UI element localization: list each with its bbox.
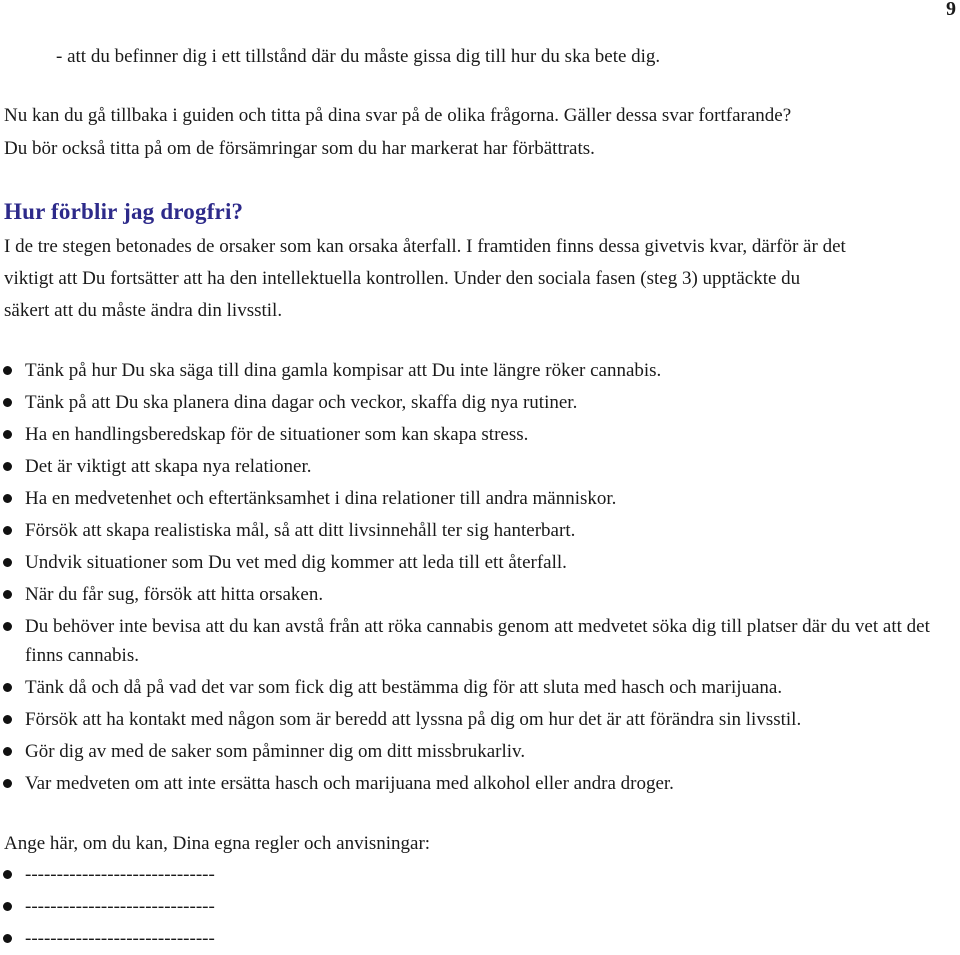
bullet-icon [3,902,12,911]
intro-line: - att du befinner dig i ett tillstånd där du måste gissa dig till hur du ska bete dig. [56,46,661,67]
list-item-text: Ha en medvetenhet och eftertänksamhet i dina relationer till andra människor. [25,488,617,509]
section-paragraph-line-3: säkert att du måste ändra din livsstil. [4,300,283,321]
section-paragraph-line-2: viktigt att Du fortsätter att ha den intellektuella kontrollen. Under den sociala fasen (steg 3) upptäckte du [4,268,801,289]
list-item-text: Gör dig av med de saker som påminner dig om ditt missbrukarliv. [25,741,526,762]
own-rules-list [0,859,215,955]
bullet-icon [3,398,12,407]
list-item [0,388,960,417]
bullet-icon [3,558,12,567]
own-rules-prompt: Ange här, om du kan, Dina egna regler och anvisningar: [4,833,431,854]
list-item-text: Undvik situationer som Du vet med dig kommer att leda till ett återfall. [25,552,567,573]
list-item [0,737,960,766]
bullet-icon [3,779,12,788]
list-item-text: Var medveten om att inte ersätta hasch och marijuana med alkohol eller andra droger. [25,773,674,794]
list-item [0,923,215,955]
list-item-text: Tänk då och då på vad det var som fick dig att bestämma dig för att sluta med hasch och marijuana. [25,677,783,698]
bullet-icon [3,934,12,943]
list-item-text: Försök att skapa realistiska mål, så att ditt livsinnehåll ter sig hanterbart. [25,520,576,541]
list-item-text: Försök att ha kontakt med någon som är beredd att lyssna på dig om hur det är att förändra sin livsstil. [25,709,802,730]
list-item-text: När du får sug, försök att hitta orsaken. [25,584,324,605]
list-item [0,612,937,670]
bullet-icon [3,430,12,439]
bullet-icon [3,870,12,879]
list-item [0,356,960,385]
list-item [0,673,960,702]
list-item [0,548,960,577]
list-item [0,705,960,734]
list-item [0,452,960,481]
blank-line: ------------------------------ [25,896,215,917]
list-item-text: Ha en handlingsberedskap för de situationer som kan skapa stress. [25,424,529,445]
list-item-text: Det är viktigt att skapa nya relationer. [25,456,312,477]
list-item-text: Tänk på hur Du ska säga till dina gamla kompisar att Du inte längre röker cannabis. [25,360,662,381]
list-item-text: Tänk på att Du ska planera dina dagar och veckor, skaffa dig nya rutiner. [25,392,578,413]
list-item [0,484,960,513]
review-paragraph-line-1: Nu kan du gå tillbaka i guiden och titta på dina svar på de olika frågorna. Gäller dessa svar fortfarande? [4,105,792,126]
list-item [0,516,960,545]
list-item [0,420,960,449]
page-number: 9 [946,0,956,20]
bullet-icon [3,683,12,692]
blank-line: ------------------------------ [25,928,215,949]
bullet-icon [3,715,12,724]
tips-list [0,356,960,801]
bullet-icon [3,590,12,599]
list-item-text: Du behöver inte bevisa att du kan avstå från att röka cannabis genom att medvetet söka dig till platser där du vet att det finns cannabis. [25,616,930,666]
list-item [0,891,215,923]
bullet-icon [3,747,12,756]
list-item [0,859,215,891]
section-paragraph-line-1: I de tre stegen betonades de orsaker som kan orsaka återfall. I framtiden finns dessa givetvis kvar, därför är det [4,236,846,257]
list-item [0,580,960,609]
bullet-icon [3,526,12,535]
review-paragraph-line-2: Du bör också titta på om de försämringar som du har markerat har förbättrats. [4,138,595,159]
bullet-icon [3,494,12,503]
bullet-icon [3,462,12,471]
list-item [0,769,960,798]
bullet-icon [3,366,12,375]
bullet-icon [3,622,12,631]
blank-line: ------------------------------ [25,864,215,885]
section-heading: Hur förblir jag drogfri? [4,199,244,224]
